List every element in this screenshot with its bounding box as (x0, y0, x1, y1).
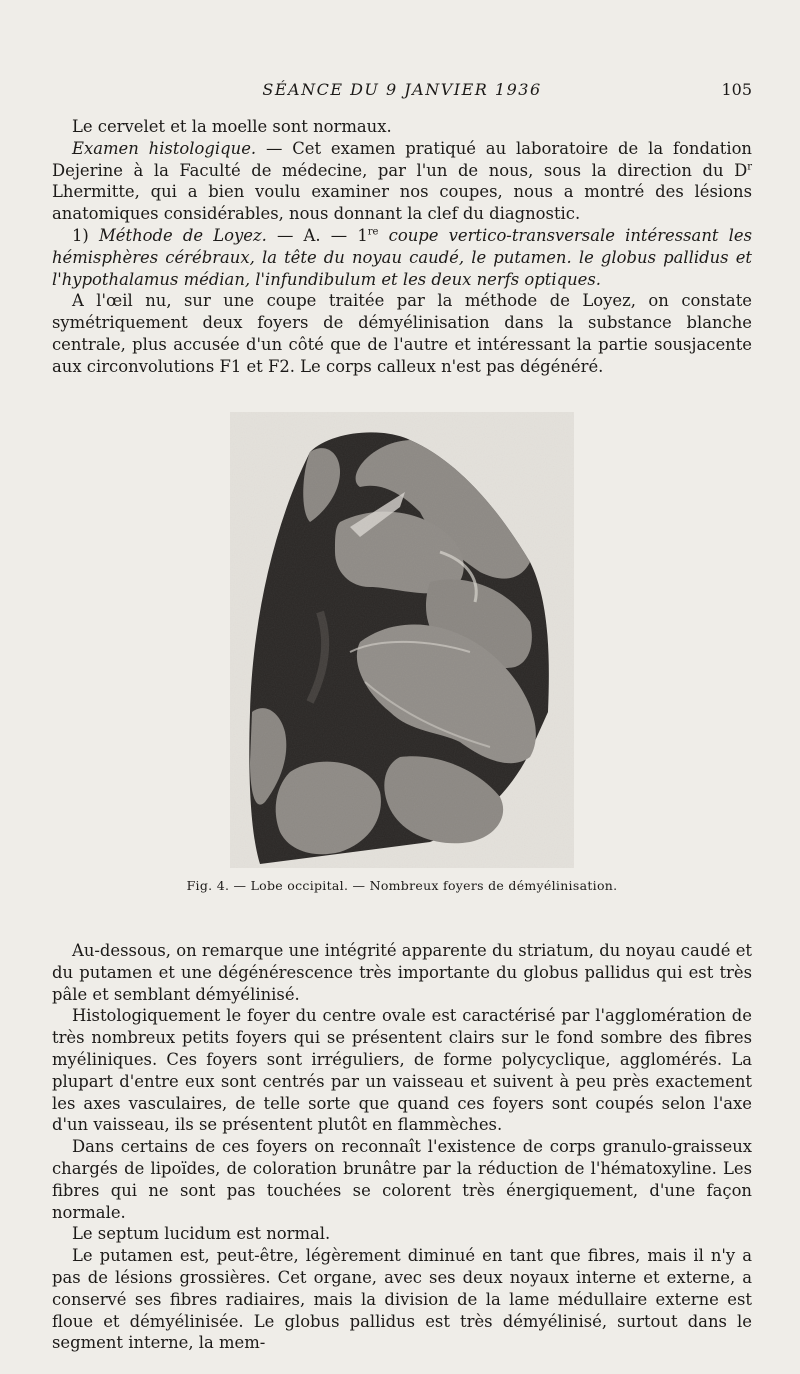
photo-grain (230, 412, 574, 868)
page-number: 105 (721, 80, 752, 99)
running-title: SÉANCE DU 9 JANVIER 1936 (262, 80, 542, 99)
paragraph-4: A l'œil nu, sur une coupe traitée par la méthode de Loyez, on constate symétriquement deux foyers de démyélinisation dans la substance blanche centrale, plus accusée d'un côté que de l'autre et intéressant la partie sousjacente aux circonvolutions F1 et F2. Le corps calleux n'est pas dégénéré. (52, 291, 752, 376)
paragraph-3-mid: — A. — 1 (266, 225, 368, 245)
bottom-text-block (52, 940, 752, 1354)
paragraph-3 (52, 225, 752, 290)
paragraph-8: Le septum lucidum est normal. (72, 1224, 331, 1244)
figure-caption: Fig. 4. — Lobe occipital. — Nombreux foyers de démyélinisation. (186, 878, 618, 893)
paragraph-5: Au-dessous, on remarque une intégrité apparente du striatum, du noyau caudé et du putamen et une dégénérescence très importante du globus pallidus qui est très pâle et semblant démyélinisé. (52, 941, 752, 1004)
paragraph-2 (52, 138, 752, 225)
paragraph-9: Le putamen est, peut-être, légèrement diminué en tant que fibres, mais il n'y a pas de lésions grossières. Cet organe, avec ses deux noyaux interne et externe, a conservé ses fibres radiaires, mais la division de la lame médullaire externe est floue et démyélinisée. Le globus pallidus est très démyélinisé, surtout dans le segment interne, la mem- (52, 1246, 752, 1353)
list-number: 1) (72, 225, 100, 245)
paragraph-1: Le cervelet et la moelle sont normaux. (72, 117, 392, 136)
section-heading-examen: Examen histologique. (72, 138, 257, 158)
method-title: Méthode de Loyez. (99, 225, 267, 245)
occipital-lobe-micrograph (230, 412, 574, 868)
superscript-dr: r (747, 161, 752, 173)
section-description: coupe vertico-transversale intéressant les hémisphères cérébraux, la tête du noyau caudé, le putamen. le globus pallidus et l'hypothalamus médian, l'infundibulum et les deux nerfs optiques. (52, 225, 752, 289)
paragraph-2-end: Lhermitte, qui a bien voulu examiner nos coupes, nous a montré des lésions anatomiques considérables, nous donnant la clef du diagnostic. (52, 182, 752, 224)
paragraph-6: Histologiquement le foyer du centre ovale est caractérisé par l'agglomération de très nombreux petits foyers qui se présentent clairs sur le fond sombre des fibres myéliniques. Ces foyers sont irréguliers, de forme polycyclique, agglomérés. La plupart d'entre eux sont centrés par un vaisseau et suivent à peu près exactement les axes vasculaires, de telle sorte que quand ces foyers sont coupés selon l'axe d'un vaisseau, ils se présentent plutôt en flammèches. (52, 1006, 752, 1135)
top-text-block (52, 116, 752, 378)
running-head (52, 80, 752, 104)
paragraph-2-body: — Cet examen pratiqué au laboratoire de la fondation Dejerine à la Faculté de médecine, par l'un de nous, sous la direction du D (52, 138, 752, 180)
paragraph-7: Dans certains de ces foyers on reconnaît l'existence de corps granulo-graisseux chargés de lipoïdes, de coloration brunâtre par la réduction de l'hématoxyline. Les fibres qui ne sont pas touchées se colorent très énergiquement, d'une façon normale. (52, 1137, 752, 1222)
brain-section-figure (230, 412, 574, 868)
superscript-re: re (367, 226, 379, 238)
